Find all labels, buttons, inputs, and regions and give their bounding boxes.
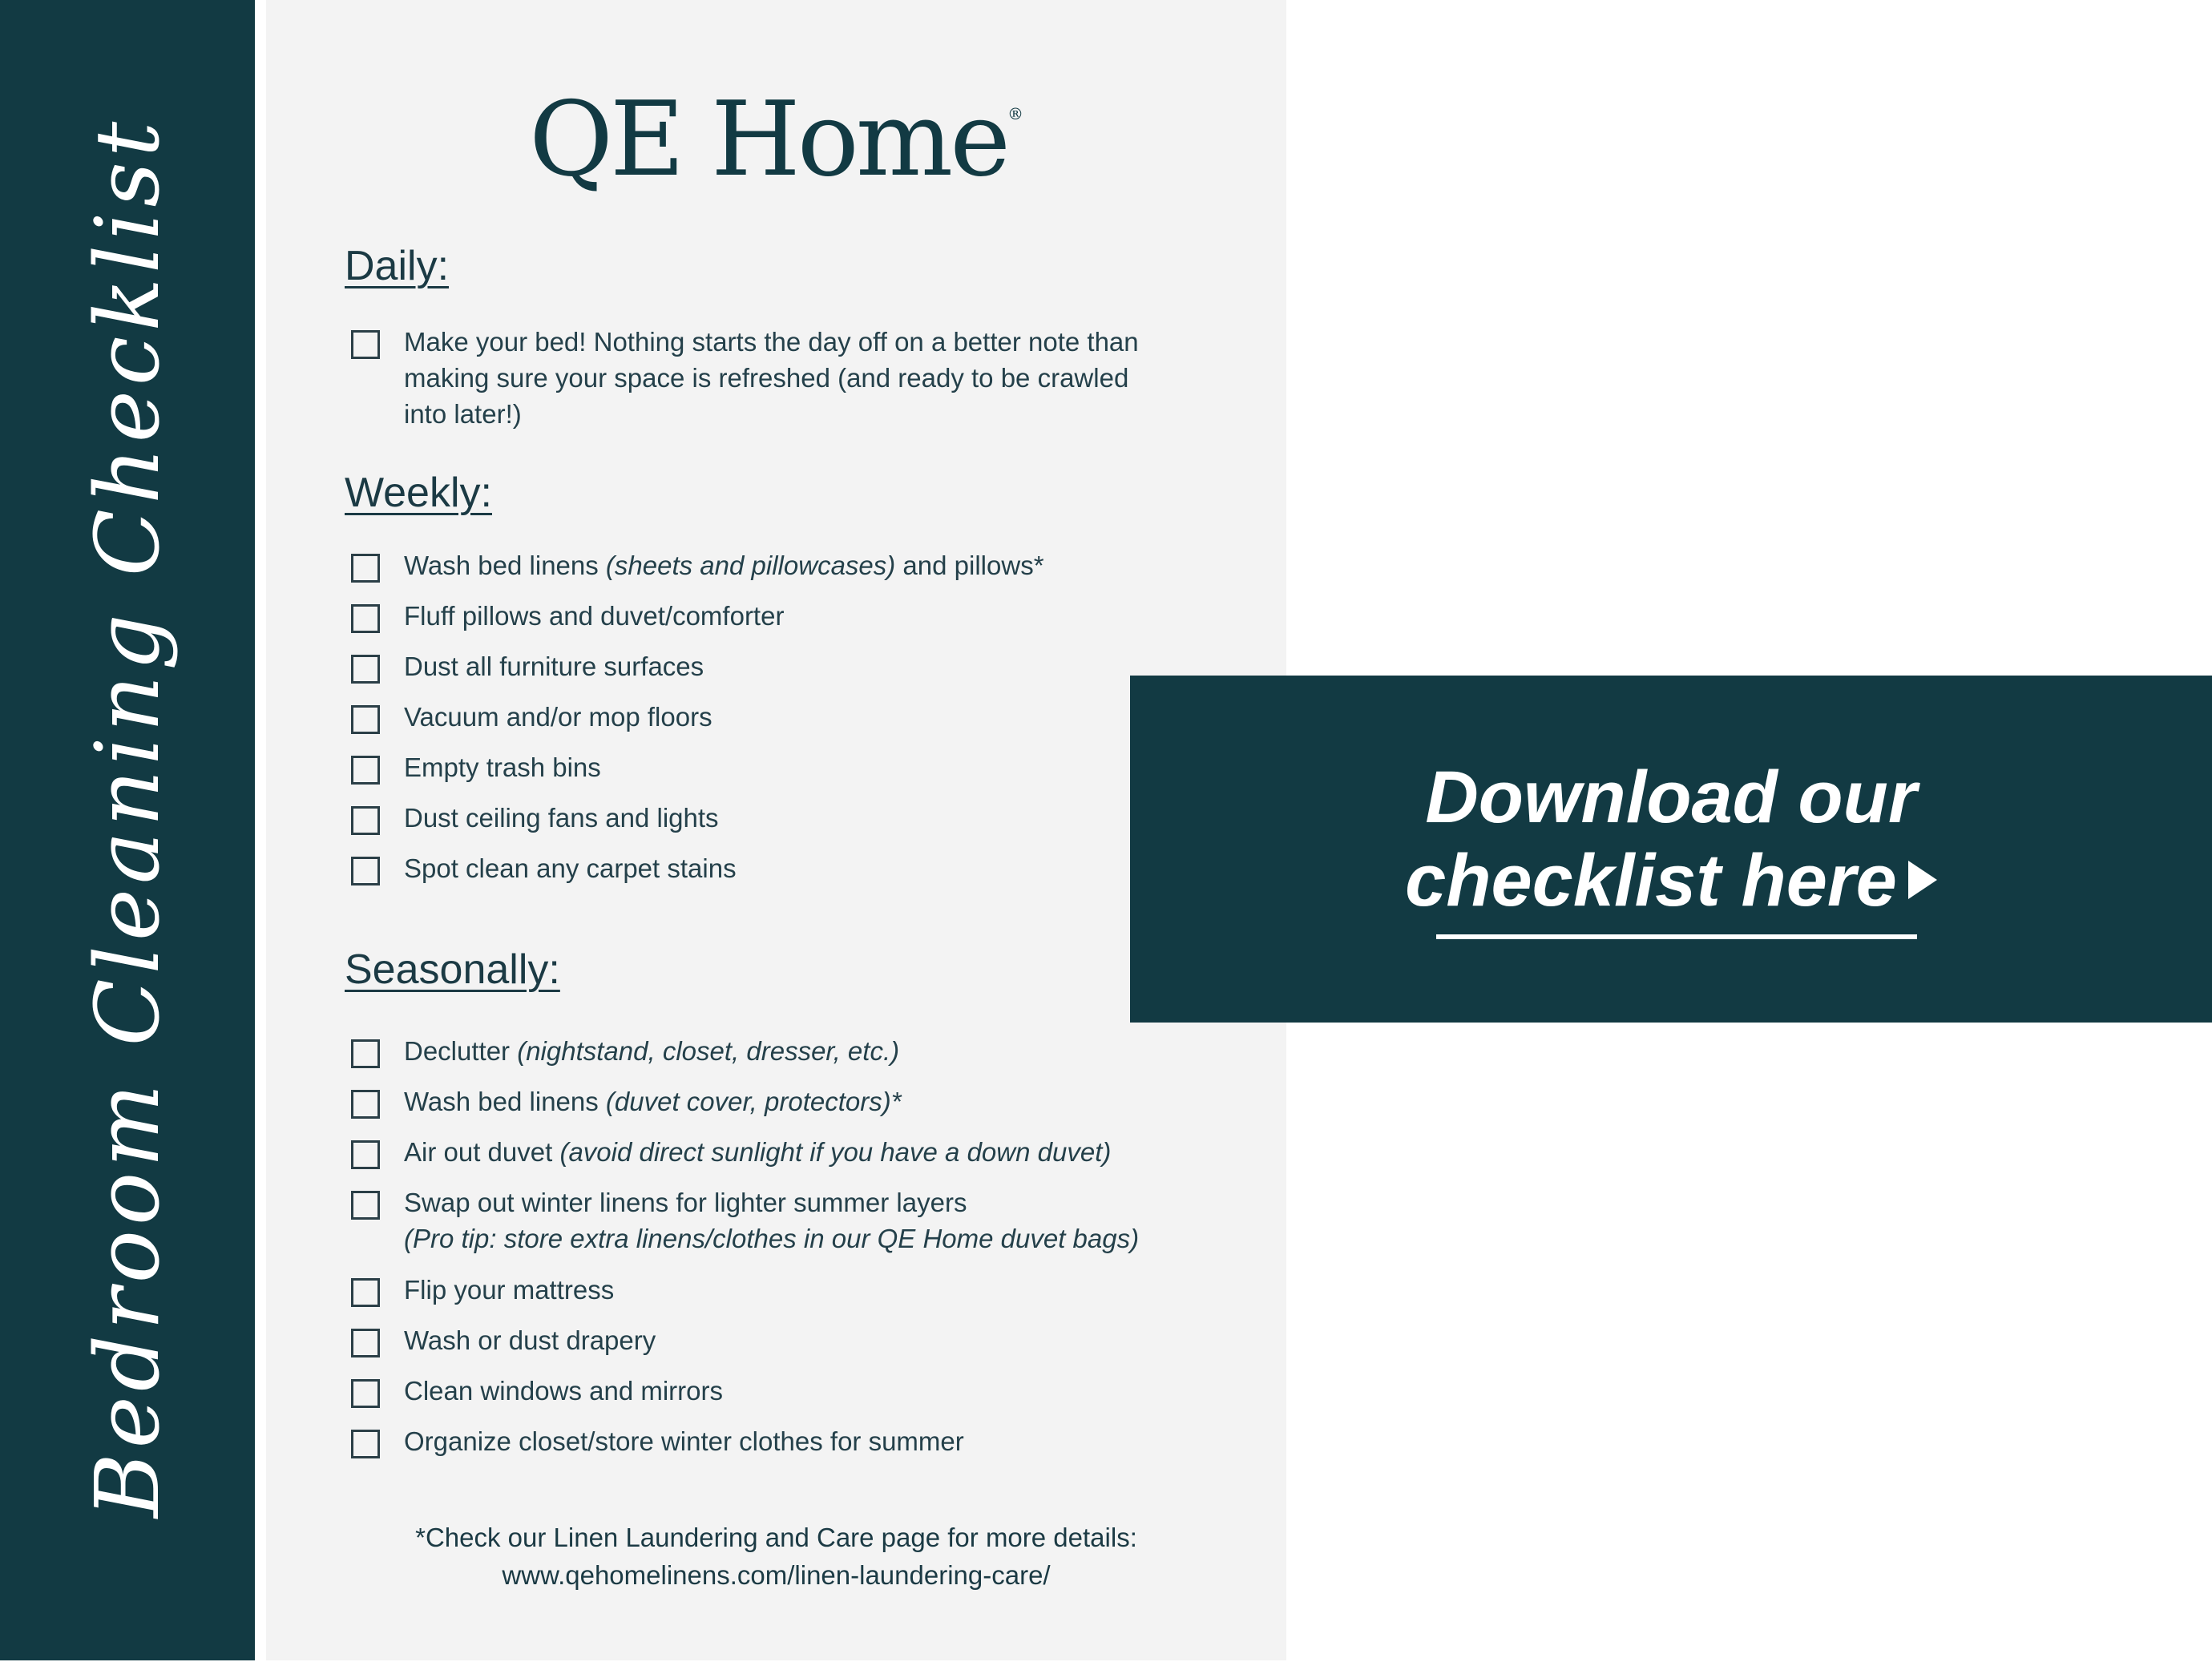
link-underline — [1436, 934, 1917, 939]
checkbox[interactable] — [351, 756, 380, 785]
seasonally-heading: Seasonally: — [345, 946, 560, 993]
checkbox[interactable] — [351, 1329, 380, 1357]
checklist-item[interactable] — [351, 1083, 1273, 1119]
item-text: Empty trash bins — [404, 752, 601, 782]
sidebar-title: Bedroom Cleaning Checklist — [76, 116, 179, 1519]
item-text: Organize closet/store winter clothes for summer — [404, 1426, 964, 1456]
checkbox[interactable] — [351, 1191, 380, 1220]
download-link[interactable] — [1130, 756, 2212, 922]
checkbox[interactable] — [351, 604, 380, 633]
checklist-item[interactable] — [351, 1423, 1273, 1459]
checkbox[interactable] — [351, 554, 380, 583]
checkbox[interactable] — [351, 1140, 380, 1169]
checkbox[interactable] — [351, 655, 380, 684]
item-text: Fluff pillows and duvet/comforter — [404, 601, 785, 631]
checkbox[interactable] — [351, 1430, 380, 1458]
checklist-item[interactable] — [351, 1322, 1273, 1358]
item-text: Wash or dust drapery — [404, 1325, 656, 1355]
brand-name: QE Home — [529, 80, 1007, 200]
checkbox[interactable] — [351, 1278, 380, 1307]
sidebar — [0, 0, 255, 1660]
checkbox[interactable] — [351, 1090, 380, 1119]
item-text: Dust all furniture surfaces — [404, 651, 704, 681]
item-text: Vacuum and/or mop floors — [404, 702, 712, 732]
checklist-item[interactable] — [351, 598, 1273, 634]
download-line-1: Download our — [1425, 756, 1917, 838]
checklist-item[interactable] — [351, 324, 1152, 432]
item-text: Wash bed linens (duvet cover, protectors)* — [404, 1087, 902, 1116]
item-text: Swap out winter linens for lighter summer layers (Pro tip: store extra linens/clothes in our QE Home duvet bags) — [404, 1188, 1140, 1253]
registered-mark: ® — [1007, 104, 1023, 123]
item-text: Wash bed linens (sheets and pillowcases) and pillows* — [404, 551, 1044, 580]
footnote-text: *Check our Linen Laundering and Care page for more details: — [415, 1523, 1137, 1552]
play-arrow-icon — [1908, 861, 1937, 899]
checklist-item[interactable] — [351, 1134, 1273, 1170]
item-text: Clean windows and mirrors — [404, 1376, 723, 1406]
item-text: Flip your mattress — [404, 1275, 615, 1305]
item-text: Spot clean any carpet stains — [404, 853, 737, 883]
checklist-item[interactable] — [351, 1373, 1273, 1409]
checkbox[interactable] — [351, 857, 380, 885]
download-line-2: checklist here — [1130, 839, 2212, 922]
checklist-item[interactable] — [351, 547, 1273, 583]
weekly-heading: Weekly: — [345, 470, 492, 516]
download-checklist-banner[interactable] — [1130, 676, 2212, 1023]
item-text: Air out duvet (avoid direct sunlight if you have a down duvet) — [404, 1137, 1112, 1167]
checklist-item[interactable] — [351, 1184, 1273, 1257]
checklist-item[interactable] — [351, 1033, 1273, 1069]
checkbox[interactable] — [351, 1039, 380, 1068]
daily-heading: Daily: — [345, 243, 450, 289]
checklist-item[interactable] — [351, 1272, 1273, 1308]
checkbox[interactable] — [351, 1379, 380, 1408]
checkbox[interactable] — [351, 705, 380, 734]
footnote — [266, 1519, 1286, 1594]
item-text: Dust ceiling fans and lights — [404, 803, 719, 833]
footnote-link[interactable]: www.qehomelinens.com/linen-laundering-care/ — [502, 1560, 1051, 1590]
brand-logo — [266, 80, 1286, 200]
checkbox[interactable] — [351, 806, 380, 835]
item-text: Make your bed! Nothing starts the day off on a better note than making sure your space is refreshed (and ready to be crawled into later!) — [404, 327, 1139, 429]
item-text: Declutter (nightstand, closet, dresser, etc.) — [404, 1036, 900, 1066]
checkbox[interactable] — [351, 330, 380, 359]
